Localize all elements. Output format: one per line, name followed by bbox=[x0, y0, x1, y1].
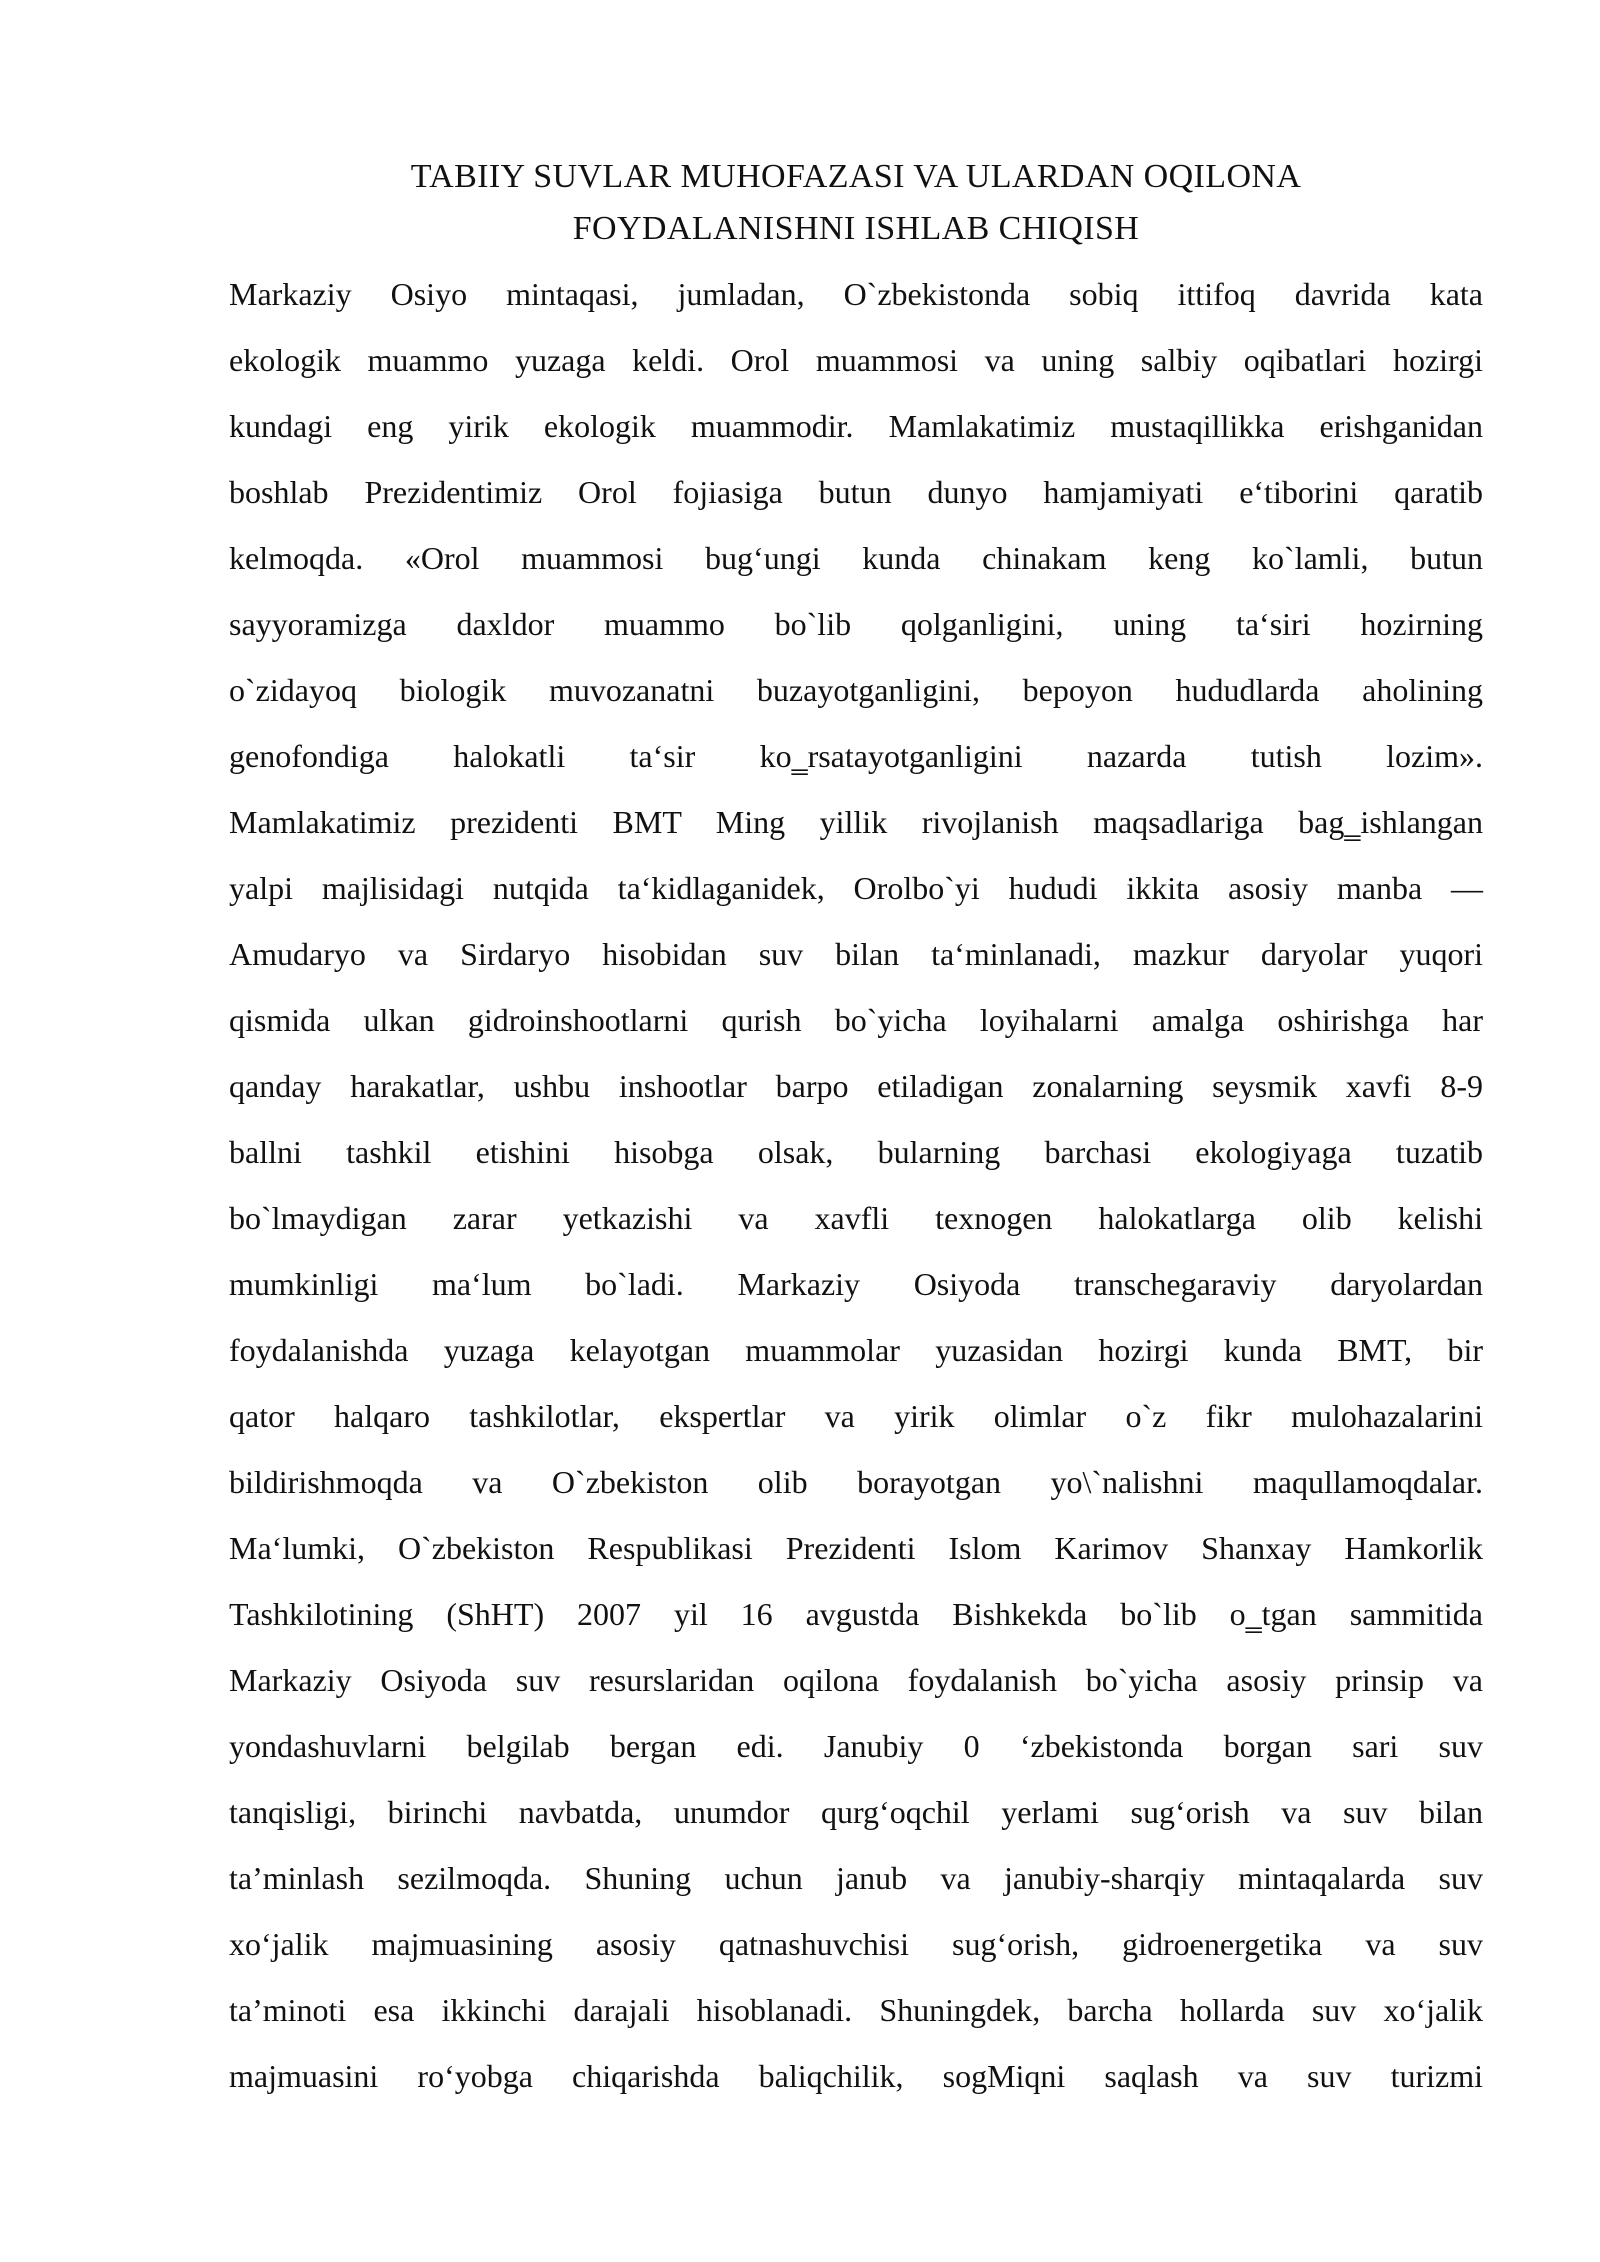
body-line: tanqisligi, birinchi navbatda, unumdor qurg‘oqchil yerlami sug‘orish va suv bilan bbox=[229, 1794, 1483, 1830]
body-paragraph bbox=[229, 261, 1483, 2109]
body-line: qator halqaro tashkilotlar, ekspertlar va yirik olimlar o`z fikr mulohazalarini bbox=[229, 1398, 1483, 1434]
body-line: Tashkilotining (ShHT) 2007 yil 16 avgustda Bishkekda bo`lib o‗tgan sammitida bbox=[229, 1596, 1483, 1632]
body-line: qismida ulkan gidroinshootlarni qurish bo`yicha loyihalarni amalga oshirishga har bbox=[229, 1002, 1483, 1038]
body-line: Mamlakatimiz prezidenti BMT Ming yillik rivojlanish maqsadlariga bag‗ishlangan bbox=[229, 804, 1483, 840]
body-line: yalpi majlisidagi nutqida ta‘kidlaganidek, Orolbo`yi hududi ikkita asosiy manba — bbox=[229, 870, 1483, 906]
body-line: ta’minlash sezilmoqda. Shuning uchun janub va janubiy-sharqiy mintaqalarda suv bbox=[229, 1860, 1483, 1896]
body-line: ballni tashkil etishini hisobga olsak, bularning barchasi ekologiyaga tuzatib bbox=[229, 1134, 1483, 1170]
body-line: bildirishmoqda va O`zbekiston olib borayotgan yo\`nalishni maqullamoqdalar. bbox=[229, 1464, 1483, 1500]
body-line: kelmoqda. «Orol muammosi bug‘ungi kunda chinakam keng ko`lamli, butun bbox=[229, 540, 1483, 576]
body-line: foydalanishda yuzaga kelayotgan muammolar yuzasidan hozirgi kunda BMT, bir bbox=[229, 1332, 1483, 1368]
body-line: xo‘jalik majmuasining asosiy qatnashuvchisi sug‘orish, gidroenergetika va suv bbox=[229, 1926, 1483, 1962]
body-line: boshlab Prezidentimiz Orol fojiasiga butun dunyo hamjamiyati e‘tiborini qaratib bbox=[229, 474, 1483, 510]
body-line: Markaziy Osiyoda suv resurslaridan oqilona foydalanish bo`yicha asosiy prinsip va bbox=[229, 1662, 1483, 1698]
title-line-2: FOYDALANISHNI ISHLAB CHIQISH bbox=[572, 210, 1140, 247]
body-line: o`zidayoq biologik muvozanatni buzayotganligini, bepoyon hududlarda aholining bbox=[229, 672, 1483, 708]
body-line: Markaziy Osiyo mintaqasi, jumladan, O`zbekistonda sobiq ittifoq davrida kata bbox=[229, 276, 1483, 312]
body-line: Amudaryo va Sirdaryo hisobidan suv bilan ta‘minlanadi, mazkur daryolar yuqori bbox=[229, 936, 1483, 972]
body-line: bo`lmaydigan zarar yetkazishi va xavfli texnogen halokatlarga olib kelishi bbox=[229, 1200, 1483, 1236]
body-line: genofondiga halokatli ta‘sir ko‗rsatayotganligini nazarda tutish lozim». bbox=[229, 738, 1483, 774]
body-line: sayyoramizga daxldor muammo bo`lib qolganligini, uning ta‘siri hozirning bbox=[229, 606, 1483, 642]
body-line: mumkinligi ma‘lum bo`ladi. Markaziy Osiyoda transchegaraviy daryolardan bbox=[229, 1266, 1483, 1302]
body-line: qanday harakatlar, ushbu inshootlar barpo etiladigan zonalarning seysmik xavfi 8-9 bbox=[229, 1068, 1483, 1104]
body-line: majmuasini ro‘yobga chiqarishda baliqchilik, sogMiqni saqlash va suv turizmi bbox=[229, 2058, 1483, 2094]
title-line-1: TABIIY SUVLAR MUHOFAZASI VA ULARDAN OQILONA bbox=[410, 158, 1302, 195]
body-line: yondashuvlarni belgilab bergan edi. Janubiy 0 ‘zbekistonda borgan sari suv bbox=[229, 1728, 1483, 1764]
document-title bbox=[229, 151, 1483, 255]
document-content bbox=[229, 151, 1483, 2109]
body-line: Ma‘lumki, O`zbekiston Respublikasi Prezidenti Islom Karimov Shanxay Hamkorlik bbox=[229, 1530, 1483, 1566]
body-line: ekologik muammo yuzaga keldi. Orol muammosi va uning salbiy oqibatlari hozirgi bbox=[229, 342, 1483, 378]
body-line: kundagi eng yirik ekologik muammodir. Mamlakatimiz mustaqillikka erishganidan bbox=[229, 408, 1483, 444]
body-line: ta’minoti esa ikkinchi darajali hisoblanadi. Shuningdek, barcha hollarda suv xo‘jalik bbox=[229, 1992, 1483, 2028]
